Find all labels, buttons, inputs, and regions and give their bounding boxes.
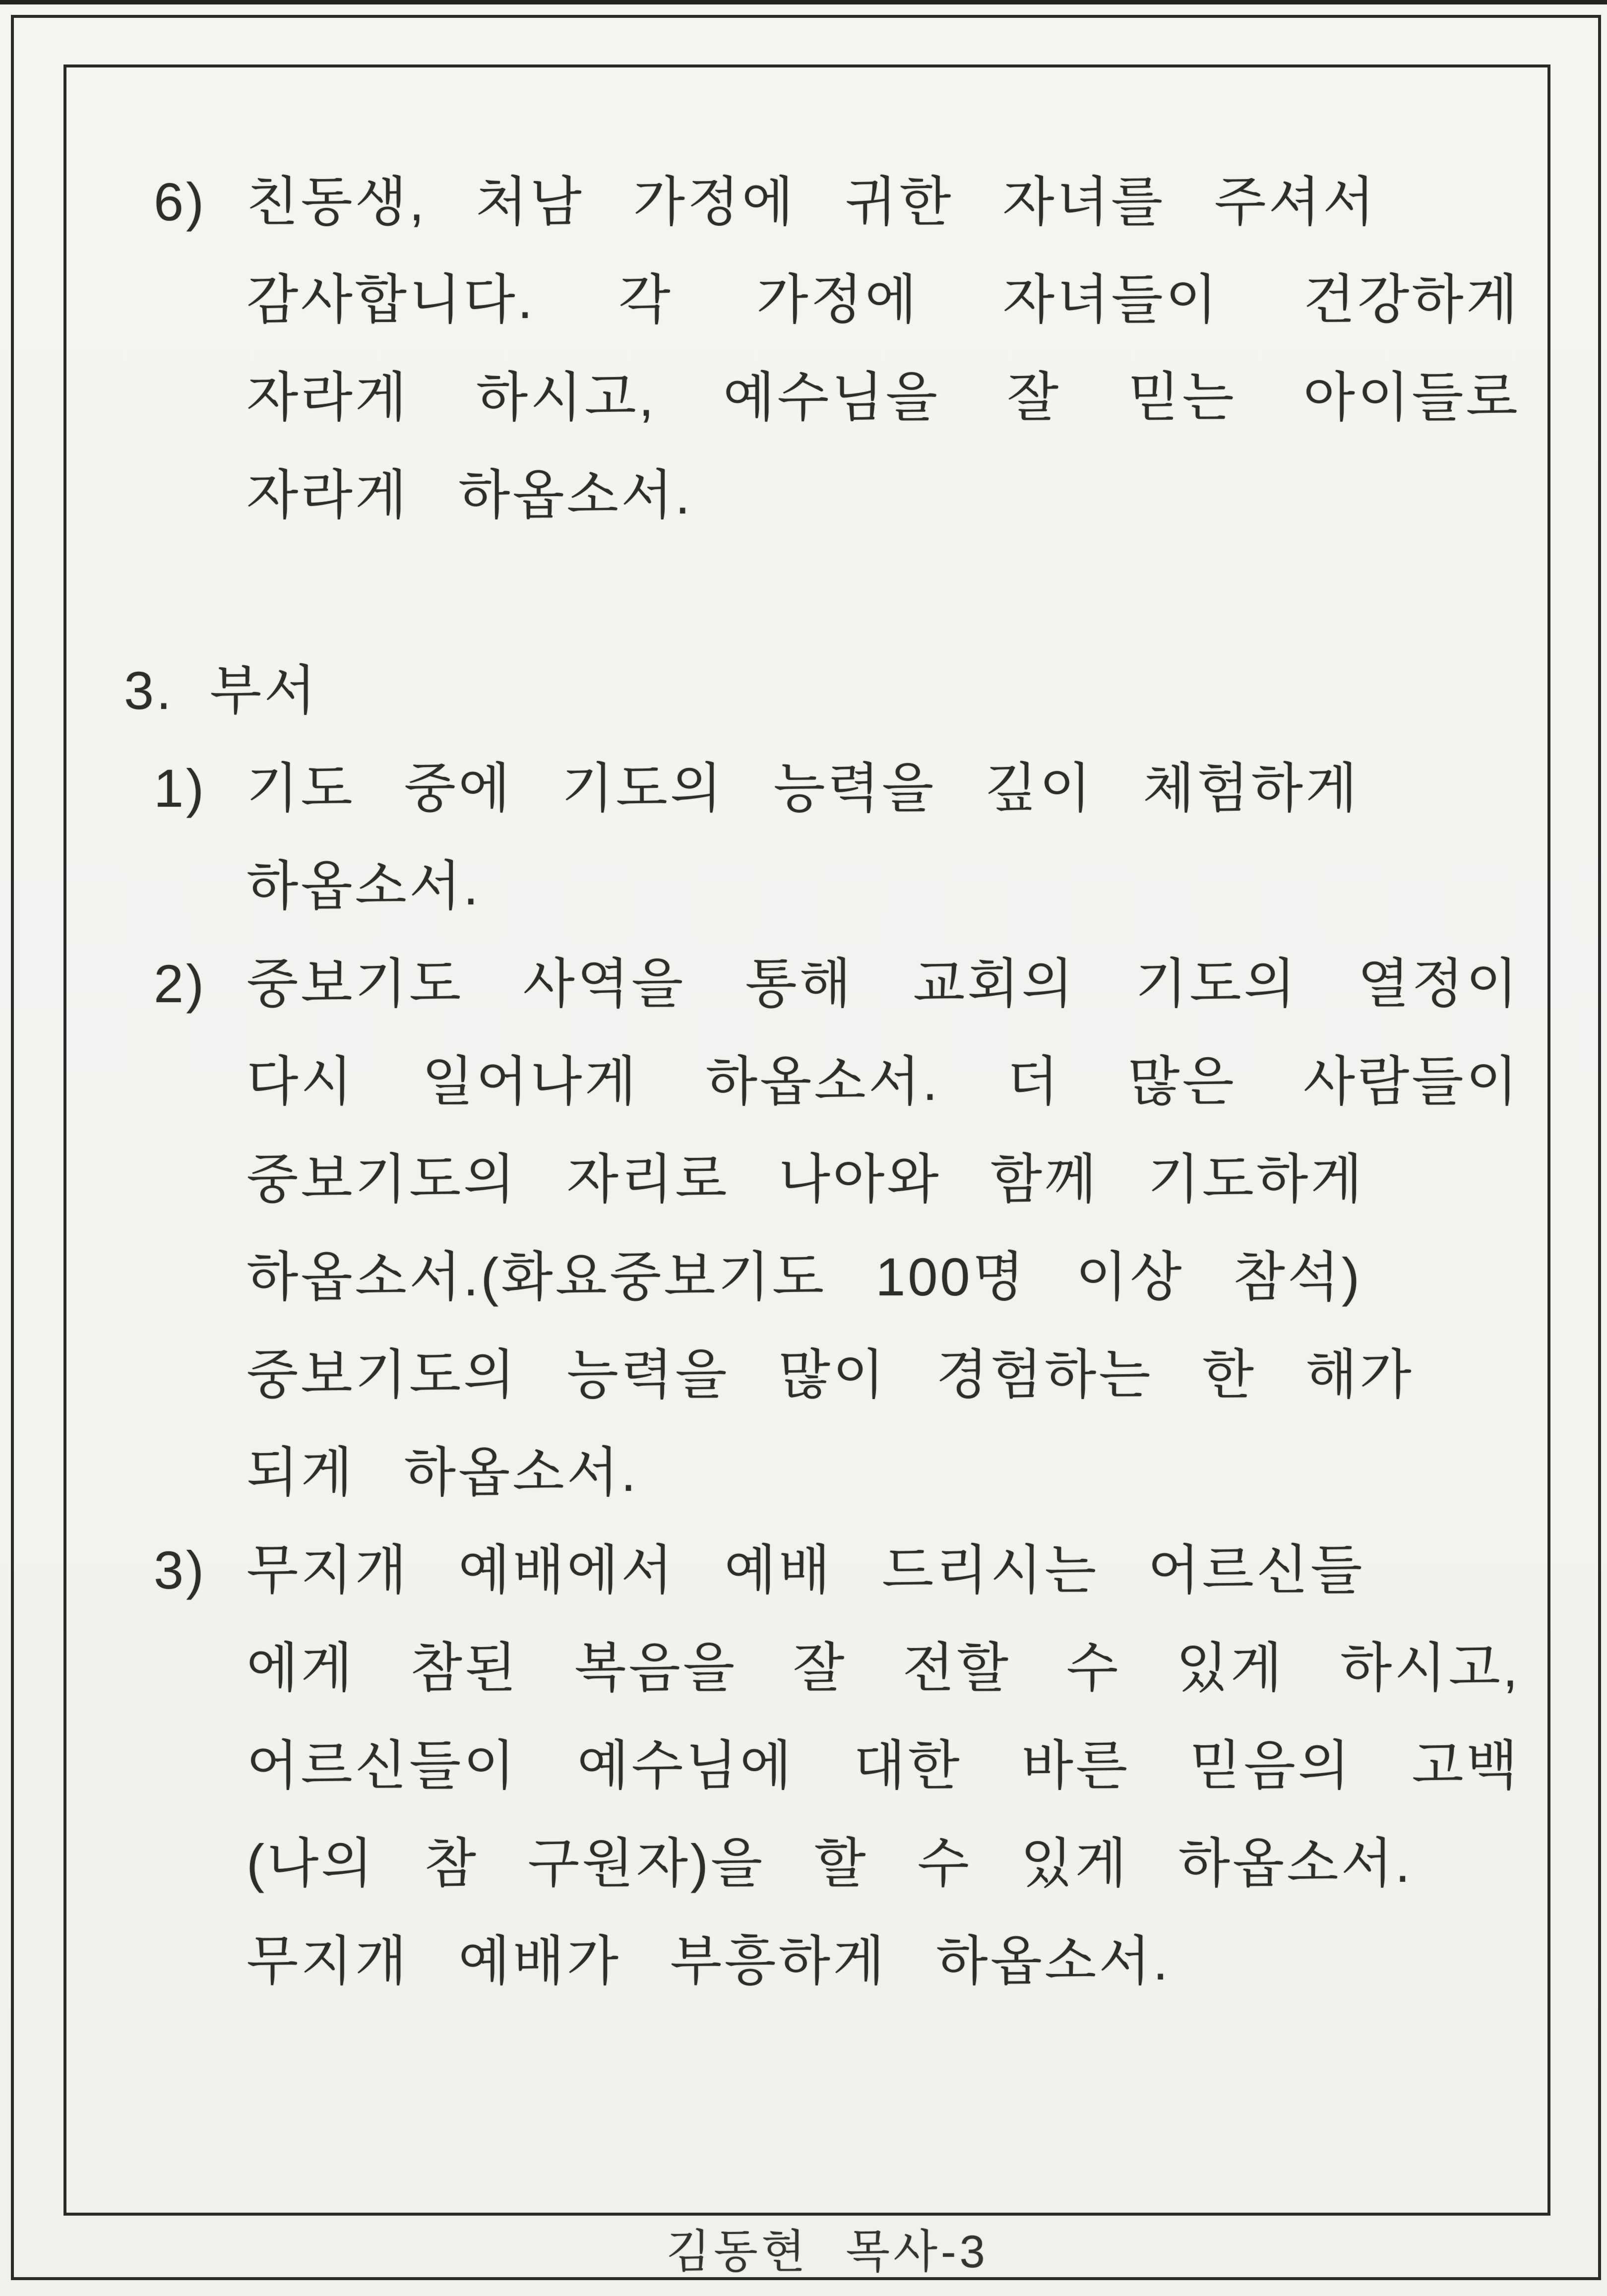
line-text: (나의 참 구원자)을 할 수 있게 하옵소서. xyxy=(247,1833,1413,1893)
word: 잘 xyxy=(1006,367,1061,427)
text-line xyxy=(66,1619,1547,1717)
word: 사역을 xyxy=(523,954,686,1014)
footer-page-label: 김동현 목사-3 xyxy=(666,2227,989,2277)
text-line xyxy=(66,1912,1547,2010)
line-text: 무지개 예배가 부흥하게 하옵소서. xyxy=(247,1931,1171,1991)
line-text: 무지개 예배에서 예배 드리시는 어르신들 xyxy=(247,1540,1365,1600)
word: 자녀들이 xyxy=(1002,269,1220,329)
word: 하시고, xyxy=(1340,1638,1520,1698)
word: 많은 xyxy=(1128,1051,1236,1111)
scan-edge-artifact xyxy=(0,0,1607,4)
word: 있게 xyxy=(1176,1638,1285,1698)
word: 복음을 xyxy=(574,1638,738,1698)
text-line xyxy=(66,837,1547,935)
word: 건강하게 xyxy=(1303,269,1520,329)
text-line xyxy=(66,1326,1547,1423)
text-line xyxy=(66,1130,1547,1228)
line-text: 하옵소서. xyxy=(247,856,481,916)
line-text: 기도 중에 기도의 능력을 깊이 체험하게 xyxy=(247,758,1360,818)
text-line xyxy=(66,446,1547,544)
word: 감사합니다. xyxy=(247,269,535,329)
word: 교회의 xyxy=(913,954,1076,1014)
word: 바른 xyxy=(1021,1735,1130,1795)
word: 어르신들이 xyxy=(247,1735,518,1795)
line-text: 중보기도의 자리로 나아와 함께 기도하게 xyxy=(247,1149,1365,1209)
word: 기도의 xyxy=(1135,954,1298,1014)
line-text: 부서 xyxy=(210,660,318,720)
word: 중보기도 xyxy=(247,954,464,1014)
list-marker: 6) xyxy=(154,172,207,232)
word: 다시 xyxy=(247,1051,355,1111)
text-line xyxy=(66,1423,1547,1521)
line-text xyxy=(247,251,1520,348)
section-number: 3. xyxy=(124,660,174,720)
blank-line xyxy=(66,544,1547,641)
word: 일어나게 xyxy=(422,1051,639,1111)
word: 사람들이 xyxy=(1303,1051,1520,1111)
line-text: 하옵소서.(화요중보기도 100명 이상 참석) xyxy=(247,1247,1362,1307)
text-line xyxy=(66,251,1547,348)
line-text: 되게 하옵소서. xyxy=(247,1442,638,1502)
list-marker: 1) xyxy=(154,758,207,818)
line-text xyxy=(247,1717,1520,1814)
text-line xyxy=(66,1032,1547,1130)
word: 참된 xyxy=(410,1638,519,1698)
inner-text-box xyxy=(63,64,1550,2216)
word: 예수님에 xyxy=(577,1735,794,1795)
word: 대한 xyxy=(853,1735,962,1795)
line-text xyxy=(247,348,1520,446)
word: 에게 xyxy=(247,1638,355,1698)
text-line xyxy=(66,1814,1547,1912)
word: 믿는 xyxy=(1128,367,1236,427)
word: 믿음의 xyxy=(1189,1735,1353,1795)
word: 전할 xyxy=(902,1638,1011,1698)
list-marker: 2) xyxy=(154,954,207,1014)
word: 통해 xyxy=(745,954,854,1014)
section-heading-line xyxy=(66,641,1547,739)
word: 예수님을 xyxy=(723,367,940,427)
word: 아이들로 xyxy=(1303,367,1520,427)
page-footer xyxy=(24,2217,1607,2279)
word: 가정에 xyxy=(756,269,920,329)
line-text xyxy=(247,1619,1520,1717)
line-text: 중보기도의 능력을 많이 경험하는 한 해가 xyxy=(247,1344,1414,1404)
line-text xyxy=(247,1032,1520,1130)
word: 하시고, xyxy=(476,367,656,427)
text-line xyxy=(66,1717,1547,1814)
word: 더 xyxy=(1006,1051,1061,1111)
text-line xyxy=(66,348,1547,446)
text-line xyxy=(66,1228,1547,1326)
text-line xyxy=(66,739,1547,837)
document-body xyxy=(66,67,1547,2010)
word: 하옵소서. xyxy=(705,1051,940,1111)
word: 고백 xyxy=(1412,1735,1520,1795)
list-marker: 3) xyxy=(154,1540,207,1600)
word: 자라게 xyxy=(247,367,409,427)
word: 수 xyxy=(1066,1638,1121,1698)
word: 잘 xyxy=(793,1638,847,1698)
line-text: 친동생, 처남 가정에 귀한 자녀를 주셔서 xyxy=(247,172,1377,232)
text-line xyxy=(66,935,1547,1032)
line-text xyxy=(247,935,1520,1032)
line-text: 자라게 하옵소서. xyxy=(247,465,693,525)
text-line xyxy=(66,1521,1547,1619)
word: 열정이 xyxy=(1358,954,1520,1014)
text-line xyxy=(66,153,1547,251)
word: 각 xyxy=(618,269,673,329)
